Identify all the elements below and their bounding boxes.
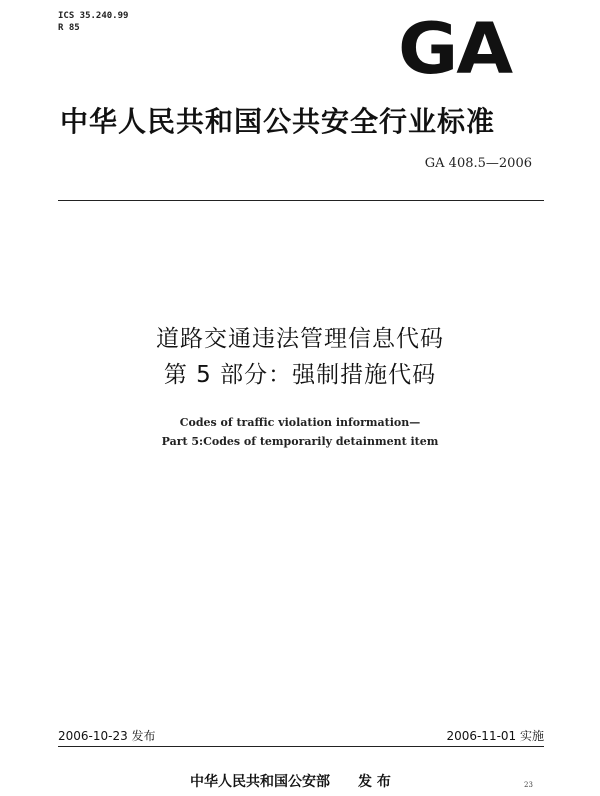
header-divider — [58, 200, 544, 201]
ga-logo: GA — [398, 8, 512, 90]
issuer: 中华人民共和国公安部 发 布 — [190, 774, 391, 790]
english-title-line1: Codes of traffic violation information— — [179, 416, 421, 429]
release-date: 2006-10-23 发布 — [58, 729, 156, 743]
footer-divider — [58, 746, 544, 747]
implementation-date: 2006-11-01 实施 — [446, 729, 544, 743]
chinese-title-line1: 道路交通违法管理信息代码 — [156, 326, 444, 352]
classification-codes — [58, 10, 128, 34]
category-code: R 85 — [58, 23, 80, 33]
standard-number: GA 408.5—2006 — [424, 156, 532, 171]
page-number: 23 — [524, 781, 533, 789]
ics-code: ICS 35.240.99 — [58, 11, 129, 21]
standard-title: 中华人民共和国公共安全行业标准 — [60, 105, 496, 138]
chinese-title-line2: 第 5 部分：强制措施代码 — [163, 362, 437, 388]
english-title-line2: Part 5:Codes of temporarily detainment item — [161, 435, 439, 448]
